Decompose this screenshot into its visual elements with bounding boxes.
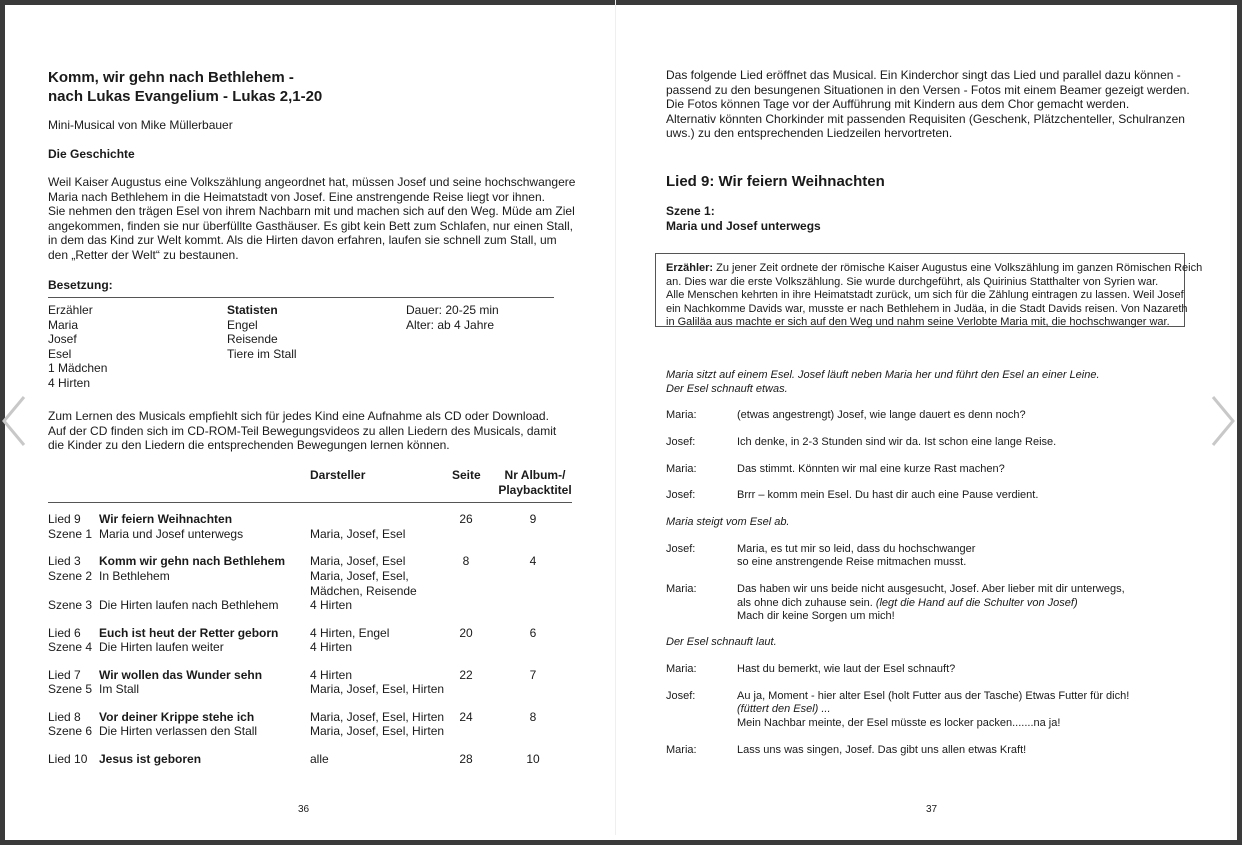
row-cast: 4 Hirten xyxy=(310,668,353,682)
cast-heading: Besetzung: xyxy=(48,278,113,292)
narrator-line-text: Zu jener Zeit ordnete der römische Kaiser Augustus eine Volkszählung im ganzen Römischen Reich xyxy=(713,262,1203,274)
narrator-text xyxy=(666,262,1202,330)
speaker-label: Josef: xyxy=(666,436,696,448)
speaker-label: Josef: xyxy=(666,543,696,555)
story-line: in dem das Kind zur Welt kommt. Als die Hirten davon erfahren, laufen sie schnell zum Stall, um xyxy=(48,233,557,248)
col-header-cast: Darsteller xyxy=(310,468,366,482)
row-cast: Maria, Josef, Esel, xyxy=(310,569,409,583)
speaker-label: Maria: xyxy=(666,744,697,756)
row-track: 8 xyxy=(529,710,537,724)
dialog-line: Mach dir keine Sorgen um mich! xyxy=(737,610,895,622)
dialog-direction: (legt die Hand auf die Schulter von Josef) xyxy=(875,597,1078,609)
col-header-track xyxy=(495,468,575,497)
scene-heading-line2: Maria und Josef unterwegs xyxy=(666,219,821,233)
scene-heading-line1: Szene 1: xyxy=(666,204,715,218)
cast-item: 4 Hirten xyxy=(48,375,91,390)
scene-title: In Bethlehem xyxy=(99,569,170,583)
narrator-line: in Galiläa aus machte er sich auf den Weg und nahm seine Verlobte Maria mit, die hochschwanger war. xyxy=(666,316,1170,328)
intro-line: Die Fotos können Tage vor der Aufführung mit Kindern aus dem Chor gemacht werden. xyxy=(666,97,1130,112)
song-title: Euch ist heut der Retter geborn xyxy=(99,626,279,640)
story-line: Sie nehmen den trägen Esel von ihrem Nachbarn mit und machen sich auf den Weg. Müde am Ziel xyxy=(48,204,575,219)
dialog-text: als ohne dich zuhause sein. xyxy=(737,597,876,609)
dialog-line: Lass uns was singen, Josef. Das gibt uns allen etwas Kraft! xyxy=(737,744,1027,756)
row-label: Lied 6 xyxy=(48,626,81,640)
row-label: Szene 6 xyxy=(48,724,93,738)
scene-title: Die Hirten verlassen den Stall xyxy=(99,724,258,738)
page-number-right: 37 xyxy=(926,804,938,815)
row-cast: 4 Hirten xyxy=(310,640,353,654)
story-line: Maria nach Bethlehem in die Heimatstadt von Josef. Eine anstrengende Reise liegt vor ihnen. xyxy=(48,189,545,204)
page-number-left: 36 xyxy=(298,804,310,815)
cast-item: Maria xyxy=(48,317,79,332)
col-header-page: Seite xyxy=(452,468,481,482)
page-gutter xyxy=(615,0,616,835)
row-page: 24 xyxy=(459,710,473,724)
dialog-line: so eine anstrengende Reise mitmachen musst. xyxy=(737,556,967,568)
row-cast: Maria, Josef, Esel, Hirten xyxy=(310,710,445,724)
song-heading: Lied 9: Wir feiern Weihnachten xyxy=(666,173,885,190)
dialog-line: Das stimmt. Könnten wir mal eine kurze Rast machen? xyxy=(737,463,1005,475)
extras-item: Reisende xyxy=(227,332,278,347)
previous-page-button[interactable] xyxy=(0,393,30,449)
chevron-left-icon xyxy=(0,393,30,449)
row-cast: Maria, Josef, Esel xyxy=(310,527,406,541)
stage-direction-line: Maria sitzt auf einem Esel. Josef läuft neben Maria her und führt den Esel an einer Leine. xyxy=(666,369,1100,381)
narrator-label: Erzähler: xyxy=(666,262,714,274)
song-title: Jesus ist geboren xyxy=(99,752,202,766)
scene-title: Die Hirten laufen nach Bethlehem xyxy=(99,598,279,612)
row-label: Lied 9 xyxy=(48,512,81,526)
extras-item: Engel xyxy=(227,317,258,332)
row-label: Szene 4 xyxy=(48,640,93,654)
speaker-label: Maria: xyxy=(666,583,697,595)
row-label: Lied 7 xyxy=(48,668,81,682)
speaker-label: Maria: xyxy=(666,663,697,675)
intro-line: passend zu den besungenen Situationen in den Versen - Fotos mit einem Beamer gezeigt werden. xyxy=(666,82,1190,97)
cast-item: Josef xyxy=(48,332,77,347)
cast-divider xyxy=(48,297,554,298)
row-label: Lied 8 xyxy=(48,710,81,724)
dialog-line: (etwas angestrengt) Josef, wie lange dauert es denn noch? xyxy=(737,409,1026,421)
table-divider xyxy=(48,502,572,503)
extras-list xyxy=(227,303,297,361)
scene-title: Im Stall xyxy=(99,682,140,696)
speaker-label: Josef: xyxy=(666,489,696,501)
dialog-line xyxy=(737,597,1078,611)
stage-direction-line: Der Esel schnauft etwas. xyxy=(666,382,788,395)
dialog-line: Brrr – komm mein Esel. Du hast dir auch eine Pause verdient. xyxy=(737,489,1039,501)
narrator-line xyxy=(666,262,1202,276)
row-cast: Maria, Josef, Esel, Hirten xyxy=(310,682,445,696)
document-title-line1: Komm, wir gehn nach Bethlehem - xyxy=(48,69,294,86)
document-title-line2: nach Lukas Evangelium - Lukas 2,1-20 xyxy=(48,88,323,105)
learn-line: Zum Lernen des Musicals empfiehlt sich für jedes Kind eine Aufnahme als CD oder Download. xyxy=(48,409,549,423)
intro-line: Alternativ könnten Chorkinder mit passenden Requisiten (Geschenk, Plätzchenteller, Schulranzen xyxy=(666,111,1185,126)
scene-title: Maria und Josef unterwegs xyxy=(99,527,244,541)
dialog-line: Hast du bemerkt, wie laut der Esel schnauft? xyxy=(737,663,956,675)
speaker-label: Josef: xyxy=(666,690,696,702)
song-title: Wir wollen das Wunder sehn xyxy=(99,668,263,682)
dialog-line: Maria, es tut mir so leid, dass du hochschwanger xyxy=(737,543,976,555)
story-paragraph xyxy=(48,175,575,263)
scene-title: Die Hirten laufen weiter xyxy=(99,640,224,654)
row-track: 4 xyxy=(529,554,537,568)
dialog-line: Das haben wir uns beide nicht ausgesucht, Josef. Aber lieber mit dir unterwegs, xyxy=(737,583,1125,595)
stage-direction: Der Esel schnauft laut. xyxy=(666,636,777,648)
learn-line: die Kinder zu den Liedern die entsprechenden Bewegungen lernen können. xyxy=(48,438,450,453)
dialog-line: Au ja, Moment - hier alter Esel (holt Futter aus der Tasche) Etwas Futter für dich! xyxy=(737,690,1130,702)
learning-paragraph xyxy=(48,409,556,453)
stage-direction xyxy=(666,369,1100,396)
row-label: Szene 2 xyxy=(48,569,93,583)
row-cast: Maria, Josef, Esel, Hirten xyxy=(310,724,445,738)
extras-item: Tiere im Stall xyxy=(227,346,297,361)
story-heading: Die Geschichte xyxy=(48,147,135,161)
song-title: Komm wir gehn nach Bethlehem xyxy=(99,554,286,568)
dialog-line: Ich denke, in 2-3 Stunden sind wir da. Ist schon eine lange Reise. xyxy=(737,436,1057,448)
narrator-line: Alle Menschen kehrten in ihre Heimatstadt zurück, um sich für die Zählung eintragen zu lassen. Weil Josef xyxy=(666,289,1184,301)
duration: Dauer: 20-25 min xyxy=(406,303,499,317)
row-track: 7 xyxy=(529,668,537,682)
song-title: Wir feiern Weihnachten xyxy=(99,512,233,526)
row-track: 9 xyxy=(529,512,537,526)
intro-line: uws.) zu den entsprechenden Liedzeilen hervortreten. xyxy=(666,126,953,141)
row-page: 22 xyxy=(459,668,473,682)
row-track: 10 xyxy=(526,752,540,766)
narrator-line: an. Dies war die erste Volkszählung. Sie wurde durchgeführt, als Quirinius Statthalter von Syrien war. xyxy=(666,275,1159,288)
intro-line: Das folgende Lied eröffnet das Musical. Ein Kinderchor singt das Lied und parallel dazu können - xyxy=(666,68,1181,82)
cast-item: Erzähler xyxy=(48,303,93,317)
row-label: Lied 3 xyxy=(48,554,81,568)
story-line: angekommen, finden sie nur überfüllte Gasthäuser. Es gibt kein Bett zum Schlafen, nur einen Stall, xyxy=(48,218,573,233)
story-line: den „Retter der Welt“ zu bestaunen. xyxy=(48,247,239,262)
speaker-label: Maria: xyxy=(666,463,697,475)
intro-paragraph xyxy=(666,68,1190,141)
next-page-button[interactable] xyxy=(1207,393,1237,449)
dialog-direction: (füttert den Esel) ... xyxy=(737,703,831,715)
cast-item: 1 Mädchen xyxy=(48,361,108,376)
row-page: 20 xyxy=(459,626,473,640)
duration-info xyxy=(406,303,499,332)
row-page: 28 xyxy=(459,752,473,766)
row-cast: 4 Hirten, Engel xyxy=(310,626,390,640)
song-title: Vor deiner Krippe stehe ich xyxy=(99,710,255,724)
row-cast: Maria, Josef, Esel xyxy=(310,554,406,568)
row-cast: alle xyxy=(310,752,329,766)
learn-line: Auf der CD finden sich im CD-ROM-Teil Bewegungsvideos zu allen Liedern des Musicals, damit xyxy=(48,423,557,438)
row-track: 6 xyxy=(529,626,537,640)
cast-list xyxy=(48,303,107,391)
extras-heading: Statisten xyxy=(227,303,278,317)
subtitle: Mini-Musical von Mike Müllerbauer xyxy=(48,118,233,132)
row-label: Szene 1 xyxy=(48,527,93,541)
cast-item: Esel xyxy=(48,346,72,361)
chevron-right-icon xyxy=(1207,393,1237,449)
row-label: Szene 5 xyxy=(48,682,93,696)
narrator-line: ein Nachkomme Davids war, musste er nach Bethlehem in Judäa, in die Stadt Davids reisen. Von Nazareth xyxy=(666,302,1188,315)
col-header-track-line2: Playbacktitel xyxy=(498,482,572,497)
story-line: Weil Kaiser Augustus eine Volkszählung angeordnet hat, müssen Josef und seine hochschwangere xyxy=(48,175,576,189)
row-cast: Mädchen, Reisende xyxy=(310,584,417,598)
row-label: Szene 3 xyxy=(48,598,93,612)
speaker-label: Maria: xyxy=(666,409,697,421)
col-header-track-line1: Nr Album-/ xyxy=(504,468,566,482)
dialog-line: Mein Nachbar meinte, der Esel müsste es locker packen.......na ja! xyxy=(737,717,1061,729)
row-label: Lied 10 xyxy=(48,752,88,766)
row-cast: 4 Hirten xyxy=(310,598,353,612)
row-page: 8 xyxy=(462,554,470,568)
stage-direction: Maria steigt vom Esel ab. xyxy=(666,516,790,528)
age: Alter: ab 4 Jahre xyxy=(406,317,495,332)
row-page: 26 xyxy=(459,512,473,526)
